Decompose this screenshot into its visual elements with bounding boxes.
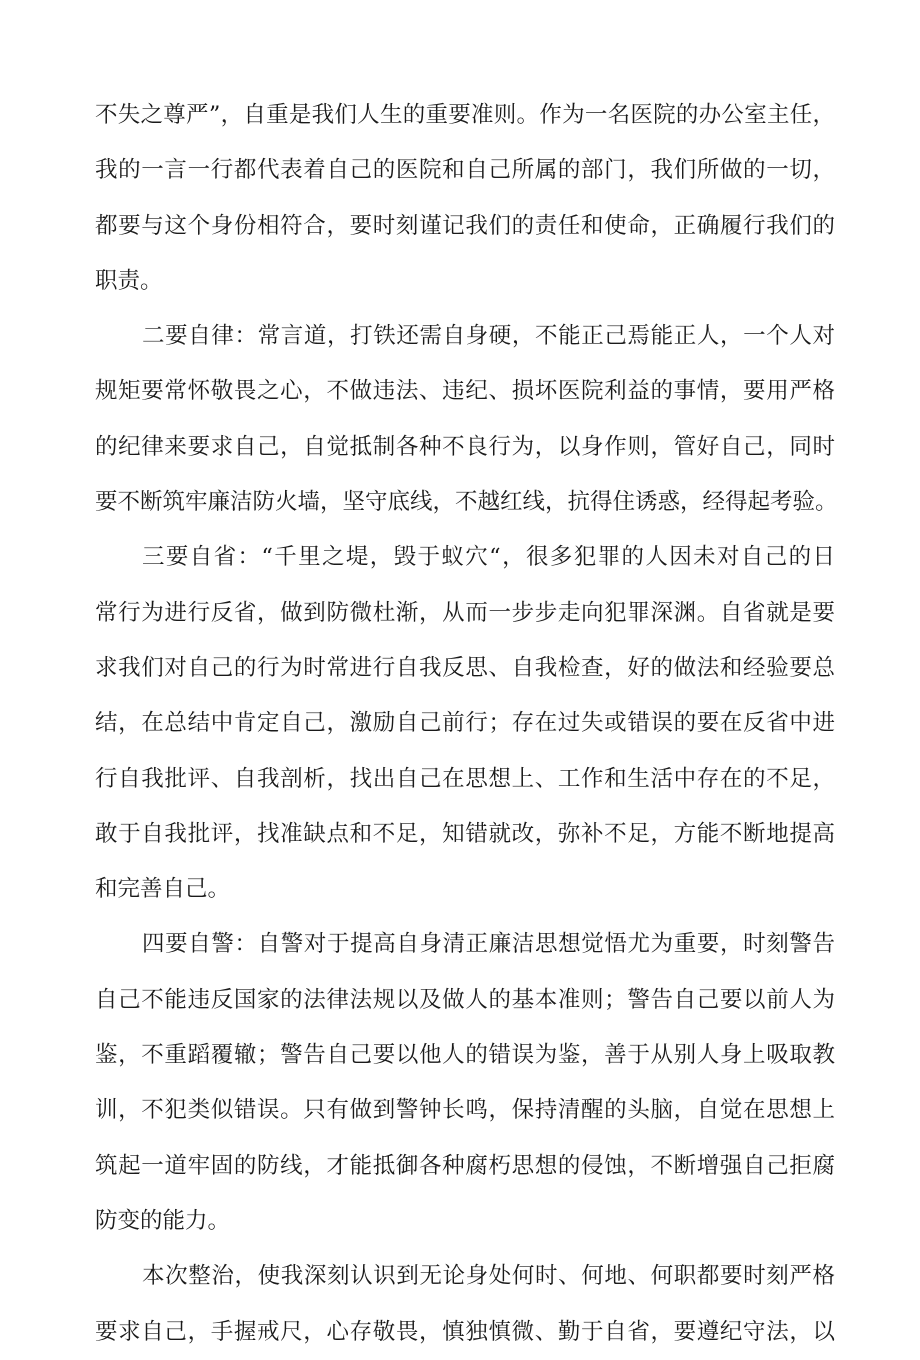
- text-line: 防变的能力。: [95, 1207, 231, 1234]
- text-line: 三要自省：“千里之堤，毁于蚁穴“，很多犯罪的人因未对自己的日: [142, 544, 835, 571]
- paragraph-self-discipline: [95, 309, 838, 530]
- paragraph-1: [95, 88, 835, 309]
- text-line: 筑起一道牢固的防线，才能抵御各种腐朽思想的侵蚀，不断增强自己拒腐: [95, 1152, 835, 1179]
- text-line: 要求自己，手握戒尺，心存敬畏，慎独慎微、勤于自省，要遵纪守法，以: [95, 1318, 835, 1345]
- text-line: 行自我批评、自我剖析，找出自己在思想上、工作和生活中存在的不足，: [95, 765, 835, 792]
- text-line: 自己不能违反国家的法律法规以及做人的基本准则；警告自己要以前人为: [95, 986, 835, 1013]
- text-line: 要不断筑牢廉洁防火墙，坚守底线，不越红线，抗得住诱惑，经得起考验。: [95, 489, 838, 516]
- text-line: 都要与这个身份相符合，要时刻谨记我们的责任和使命，正确履行我们的: [95, 212, 835, 239]
- text-line: 规矩要常怀敬畏之心，不做违法、违纪、损坏医院利益的事情，要用严格: [95, 378, 835, 405]
- text-line: 求我们对自己的行为时常进行自我反思、自我检查，好的做法和经验要总: [95, 654, 835, 681]
- document-body: [95, 88, 838, 1360]
- text-line: 和完善自己。: [95, 876, 231, 903]
- text-line: 职责。: [95, 267, 163, 294]
- paragraph-self-reflection: [95, 530, 835, 917]
- text-line: 本次整治，使我深刻认识到无论身处何时、何地、何职都要时刻严格: [142, 1263, 835, 1290]
- text-line: 二要自律：常言道，打铁还需自身硬，不能正己焉能正人，一个人对: [142, 323, 835, 350]
- text-line: 敢于自我批评，找准缺点和不足，知错就改，弥补不足，方能不断地提高: [95, 820, 835, 847]
- text-line: 常行为进行反省，做到防微杜渐，从而一步步走向犯罪深渊。自省就是要: [95, 599, 835, 626]
- text-line: 结，在总结中肯定自己，激励自己前行；存在过失或错误的要在反省中进: [95, 710, 835, 737]
- paragraph-conclusion: [95, 1249, 835, 1360]
- text-line: 不失之尊严”，自重是我们人生的重要准则。作为一名医院的办公室主任，: [95, 102, 835, 128]
- text-line: 鉴，不重蹈覆辙；警告自己要以他人的错误为鉴，善于从别人身上吸取教: [95, 1042, 835, 1069]
- paragraph-self-warning: [95, 917, 835, 1249]
- text-line: 我的一言一行都代表着自己的医院和自己所属的部门，我们所做的一切，: [95, 157, 835, 184]
- text-line: 四要自警：自警对于提高自身清正廉洁思想觉悟尤为重要，时刻警告: [142, 931, 835, 958]
- text-line: 的纪律来要求自己，自觉抵制各种不良行为，以身作则，管好自己，同时: [95, 433, 835, 460]
- text-line: 训，不犯类似错误。只有做到警钟长鸣，保持清醒的头脑，自觉在思想上: [95, 1097, 835, 1124]
